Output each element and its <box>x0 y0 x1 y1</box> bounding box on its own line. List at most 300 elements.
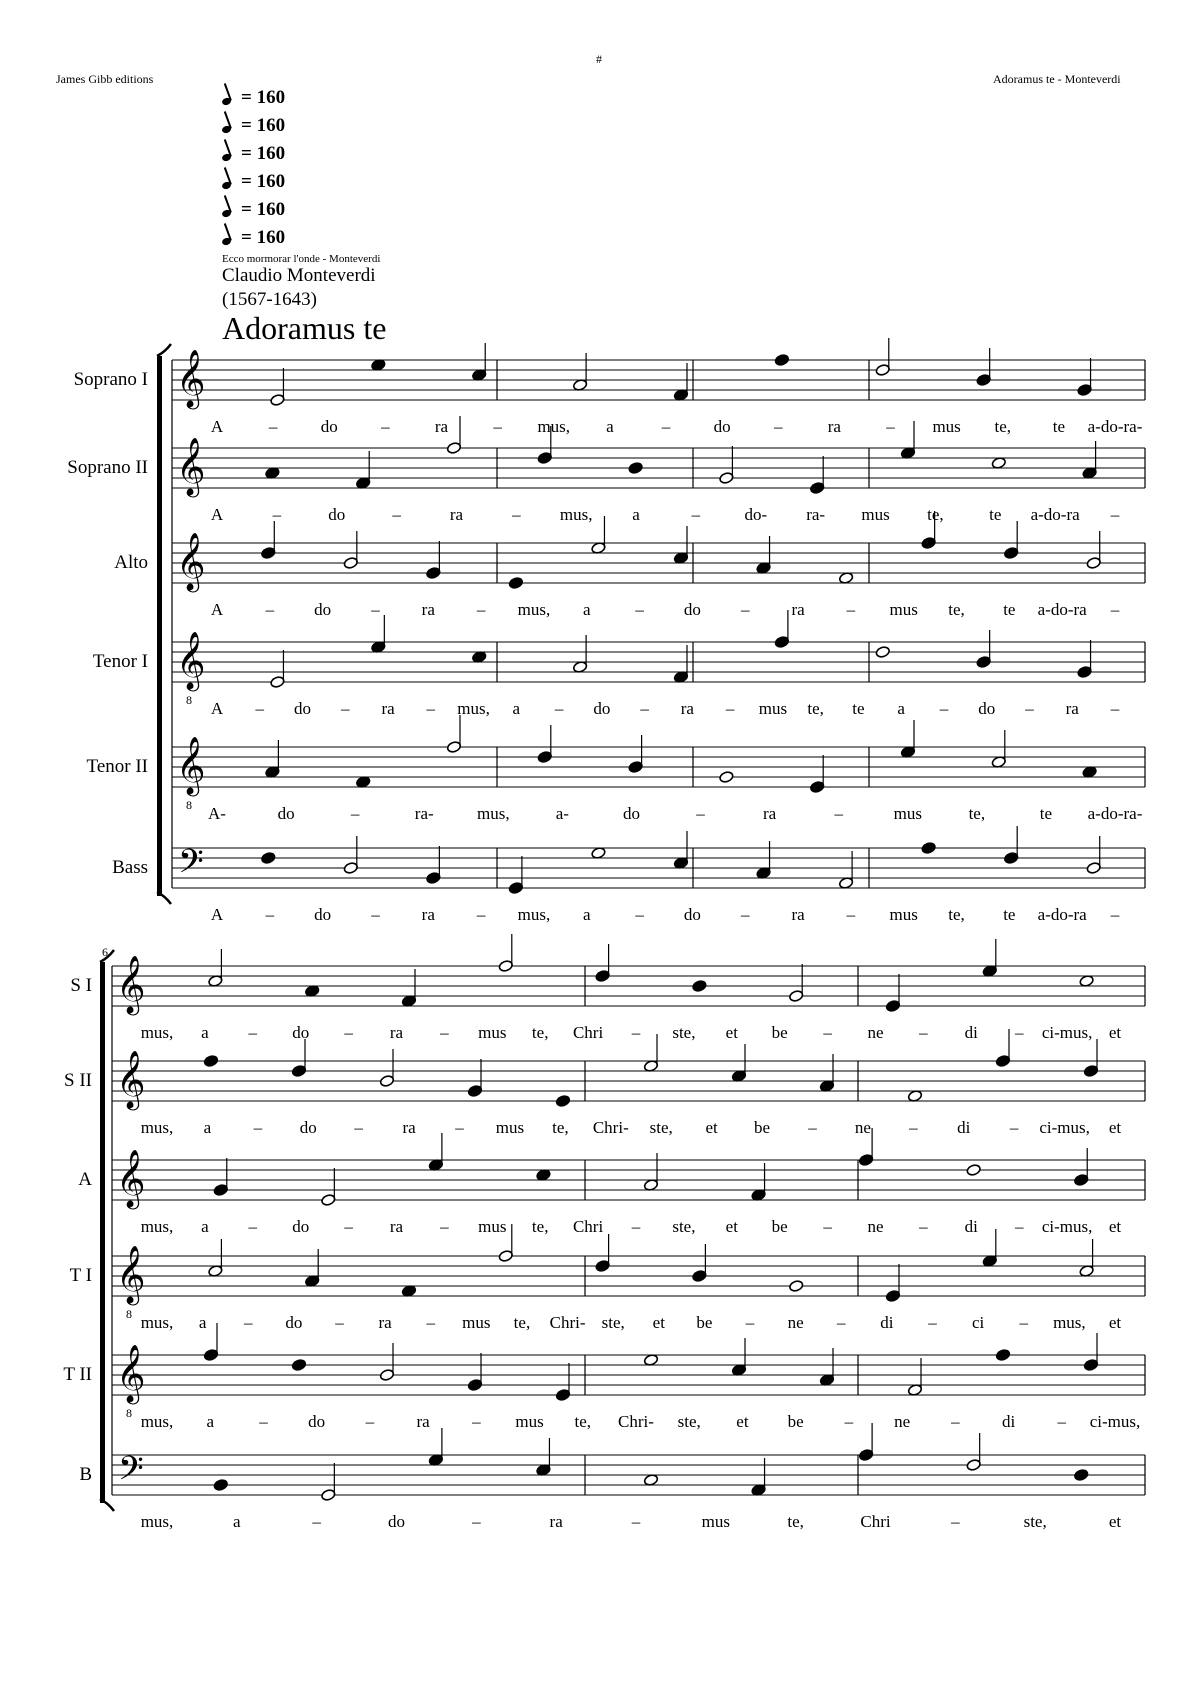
note-head <box>203 1349 218 1362</box>
piece-title: Adoramus te <box>222 310 387 346</box>
lyric-syllable: – <box>344 1217 353 1236</box>
lyric-syllable: et <box>705 1118 718 1137</box>
lyric-syllable: mus, <box>477 804 510 823</box>
lyric-syllable: – <box>381 417 390 436</box>
lyric-syllable: – <box>440 1023 449 1042</box>
staff-b <box>79 1423 1145 1531</box>
lyric-syllable: a <box>582 905 591 924</box>
note-head <box>976 656 991 669</box>
lyric-syllable: – <box>725 699 735 718</box>
lyric-syllable: di <box>1001 1412 1016 1431</box>
lyric-syllable: et <box>1108 1118 1122 1137</box>
lyric-syllable: – <box>1014 1023 1024 1042</box>
lyric-syllable: ra <box>389 1217 404 1236</box>
tempo-text: = 160 <box>241 227 286 248</box>
lyric-syllable: do <box>593 699 611 718</box>
lyric-syllable: mus, <box>517 600 551 619</box>
lyric-syllable: do <box>314 600 332 619</box>
lyric-syllable: a <box>201 1217 209 1236</box>
note-head <box>966 1164 981 1177</box>
staff-name: Bass <box>112 857 148 878</box>
lyric-syllable: do <box>713 417 731 436</box>
lyric-syllable: – <box>696 804 705 823</box>
treble-clef-icon: 𝄞 <box>116 1051 146 1107</box>
lyric-syllable: te <box>1039 804 1053 823</box>
lyric-syllable: – <box>350 804 360 823</box>
lyric-syllable: ci-mus, <box>1039 1118 1090 1137</box>
note-head <box>774 636 789 649</box>
lyric-syllable: – <box>455 1118 464 1137</box>
lyric-syllable: do <box>285 1313 303 1332</box>
lyric-syllable: – <box>554 699 564 718</box>
note-head <box>446 741 461 754</box>
lyric-syllable: a-do-ra- <box>1087 417 1143 436</box>
note-head <box>1004 852 1019 865</box>
lyric-syllable: A <box>210 905 224 924</box>
lyric-syllable: ra <box>378 1313 392 1332</box>
note-head <box>379 1075 394 1088</box>
lyric-syllable: Chri- <box>592 1118 629 1137</box>
lyric-syllable: – <box>837 1313 846 1332</box>
lyric-syllable: – <box>635 905 644 924</box>
octave-eight-mark: 8 <box>186 798 192 812</box>
lyric-syllable: – <box>365 1412 375 1431</box>
lyric-syllable: – <box>846 600 856 619</box>
lyric-syllable: mus, <box>1053 1313 1086 1332</box>
lyric-syllable: mus, <box>140 1512 174 1531</box>
lyric-syllable: ra <box>791 905 805 924</box>
note-head <box>321 1194 336 1207</box>
note-head <box>595 970 610 983</box>
lyric-syllable: ra <box>421 600 435 619</box>
treble-clef-icon: 𝄞 <box>176 737 206 793</box>
lyric-syllable: A <box>210 505 224 524</box>
lyric-syllable: mus, <box>537 417 571 436</box>
staff-name: S II <box>64 1070 92 1091</box>
lyric-syllable: mus <box>495 1118 525 1137</box>
lyric-syllable: mus <box>889 905 918 924</box>
note-head <box>628 761 643 774</box>
staff-alto <box>114 511 1145 619</box>
lyric-syllable: A <box>210 417 224 436</box>
lyric-syllable: te <box>1052 417 1066 436</box>
lyric-syllable: – <box>268 417 278 436</box>
lyric-syllable: a-do-ra <box>1030 505 1080 524</box>
lyric-syllable: te, <box>787 1512 804 1531</box>
bass-clef-icon: 𝄢 <box>118 1450 144 1495</box>
lyric-syllable: a-do-ra <box>1037 905 1087 924</box>
lyric-syllable: et <box>1108 1313 1122 1332</box>
lyric-syllable: a <box>606 417 614 436</box>
lyric-syllable: – <box>1057 1412 1067 1431</box>
lyric-syllable: – <box>661 417 671 436</box>
lyric-syllable: – <box>371 905 380 924</box>
note-head <box>810 482 825 495</box>
staff-t-i <box>70 1224 1145 1332</box>
treble-clef-icon: 𝄞 <box>116 1246 146 1302</box>
note-head <box>261 852 276 865</box>
lyric-syllable: A <box>210 699 224 718</box>
staff-name: Tenor I <box>92 651 148 672</box>
note-head <box>885 1000 900 1013</box>
staff-name: S I <box>70 975 92 996</box>
note-head <box>1004 547 1019 560</box>
lyric-syllable: et <box>652 1313 665 1332</box>
note-head <box>719 472 734 485</box>
lyric-syllable: a- <box>555 804 569 823</box>
lyric-syllable: te <box>989 505 1002 524</box>
note-head <box>966 1459 981 1472</box>
tempo-text: = 160 <box>241 199 286 220</box>
page-mark: # <box>596 52 602 66</box>
note-head <box>692 980 707 993</box>
lyric-syllable: ne <box>867 1217 884 1236</box>
lyric-syllable: mus, <box>140 1118 174 1137</box>
lyric-syllable: – <box>635 600 644 619</box>
note-head <box>875 646 890 659</box>
tempo-text: = 160 <box>241 115 286 136</box>
lyric-syllable: ra <box>549 1512 563 1531</box>
note-head <box>291 1359 306 1372</box>
lyric-syllable: di <box>957 1118 971 1137</box>
lyric-syllable: mus, <box>140 1023 174 1042</box>
lyric-syllable: ste, <box>1023 1512 1047 1531</box>
staff-name: Tenor II <box>86 756 148 777</box>
lyric-syllable: – <box>472 1512 481 1531</box>
lyric-syllable: ra <box>763 804 777 823</box>
lyric-syllable: ci-mus, <box>1041 1217 1093 1236</box>
lyric-syllable: – <box>476 600 486 619</box>
lyric-syllable: ra <box>449 505 464 524</box>
lyric-syllable: ra <box>381 699 395 718</box>
lyric-syllable: – <box>951 1412 960 1431</box>
lyric-syllable: – <box>335 1313 344 1332</box>
lyric-syllable: te, <box>994 417 1012 436</box>
lyric-syllable: – <box>1110 699 1120 718</box>
lyric-syllable: – <box>886 417 895 436</box>
lyric-syllable: et <box>725 1023 738 1042</box>
lyric-syllable: – <box>740 600 750 619</box>
lyric-syllable: – <box>834 804 843 823</box>
note-head <box>508 577 523 590</box>
note-head <box>446 442 461 455</box>
bracket-hook-bottom <box>100 1499 114 1511</box>
lyric-syllable: et <box>1108 1512 1122 1531</box>
lyric-syllable: ra- <box>806 505 826 524</box>
staff-name: Soprano I <box>73 369 148 390</box>
note-head <box>426 872 441 885</box>
note-head <box>555 1389 570 1402</box>
note-head <box>1086 557 1101 570</box>
lyric-syllable: Chri- <box>618 1412 654 1431</box>
lyric-syllable: – <box>691 505 701 524</box>
staff-soprano-i <box>74 338 1145 436</box>
note-head <box>858 1154 873 1167</box>
lyric-syllable: – <box>440 1217 449 1236</box>
note-head <box>270 394 285 407</box>
lyric-syllable: di <box>880 1313 894 1332</box>
note-head <box>321 1489 336 1502</box>
note-head <box>628 462 643 475</box>
lyric-syllable: a <box>582 600 591 619</box>
lyric-syllable: – <box>1110 600 1120 619</box>
lyric-syllable: – <box>472 1412 481 1431</box>
lyric-syllable: ste, <box>677 1412 701 1431</box>
lyric-syllable: te, <box>552 1118 569 1137</box>
lyric-syllable: do <box>308 1412 326 1431</box>
system-bracket <box>100 962 105 1503</box>
staff-tenor-i <box>93 610 1145 718</box>
lyric-syllable: – <box>640 699 649 718</box>
lyric-syllable: – <box>341 699 350 718</box>
staff-s-ii <box>64 1029 1145 1137</box>
lyric-syllable: ne <box>854 1118 871 1137</box>
bracket-hook-top <box>157 344 171 356</box>
measure-number: 6 <box>102 945 108 959</box>
lyric-syllable: – <box>823 1217 832 1236</box>
note-head <box>885 1290 900 1303</box>
lyric-syllable: ra <box>827 417 841 436</box>
note-head <box>789 1280 804 1293</box>
lyric-syllable: mus, <box>457 699 490 718</box>
lyric-syllable: a <box>203 1118 212 1137</box>
lyric-syllable: – <box>312 1512 321 1531</box>
lyric-syllable: ne <box>894 1412 911 1431</box>
lyric-syllable: – <box>493 417 502 436</box>
lyric-syllable: mus, <box>140 1313 174 1332</box>
lyric-syllable: – <box>939 699 949 718</box>
lyric-syllable: a <box>512 699 521 718</box>
lyric-syllable: ste, <box>672 1217 696 1236</box>
lyric-syllable: et <box>736 1412 749 1431</box>
lyric-syllable: – <box>272 505 282 524</box>
lyric-syllable: Chri <box>860 1512 891 1531</box>
lyric-syllable: – <box>354 1118 363 1137</box>
treble-clef-icon: 𝄞 <box>116 1345 146 1401</box>
lyric-syllable: – <box>844 1412 854 1431</box>
octave-eight-mark: 8 <box>126 1406 132 1420</box>
staff-name: T I <box>69 1265 92 1286</box>
lyric-syllable: – <box>823 1023 832 1042</box>
tempo-text: = 160 <box>241 143 286 164</box>
lyric-syllable: do <box>328 505 346 524</box>
lyric-syllable: be <box>787 1412 804 1431</box>
lyric-syllable: mus <box>462 1313 491 1332</box>
lyric-syllable: do <box>277 804 295 823</box>
note-head <box>921 842 936 855</box>
lyric-syllable: ci-mus, <box>1089 1412 1141 1431</box>
staff-name: Alto <box>114 552 148 573</box>
note-head <box>343 557 358 570</box>
tempo-text: = 160 <box>241 171 286 192</box>
lyric-syllable: a <box>233 1512 241 1531</box>
composer-name: Claudio Monteverdi <box>222 265 376 286</box>
lyric-syllable: ci <box>972 1313 985 1332</box>
lyric-syllable: ra <box>389 1023 404 1042</box>
lyric-syllable: a <box>632 505 640 524</box>
note-head <box>1077 666 1092 679</box>
lyric-syllable: A- <box>208 804 226 823</box>
treble-clef-icon: 𝄞 <box>116 1150 146 1206</box>
note-head <box>508 882 523 895</box>
lyric-syllable: a <box>897 699 905 718</box>
note-head <box>426 567 441 580</box>
lyric-syllable: – <box>1019 1313 1029 1332</box>
note-head <box>995 1055 1010 1068</box>
lyric-syllable: – <box>1009 1118 1019 1137</box>
treble-clef-icon: 𝄞 <box>176 438 206 494</box>
lyric-syllable: – <box>253 1118 263 1137</box>
lyric-syllable: te, <box>513 1313 531 1332</box>
lyric-syllable: do <box>294 699 312 718</box>
note-head <box>270 676 285 689</box>
lyric-syllable: ne <box>787 1313 804 1332</box>
note-head <box>537 751 552 764</box>
staff-bass <box>112 826 1145 924</box>
note-head <box>498 1250 513 1263</box>
lyric-syllable: – <box>371 600 380 619</box>
note-head <box>1083 1065 1098 1078</box>
lyric-syllable: te, <box>927 505 944 524</box>
lyric-syllable: – <box>631 1023 641 1042</box>
note-head <box>291 1065 306 1078</box>
lyric-syllable: te <box>1003 600 1016 619</box>
lyric-syllable: ra <box>434 417 449 436</box>
lyric-syllable: di <box>964 1217 978 1236</box>
lyric-syllable: – <box>255 699 265 718</box>
system-bracket <box>157 356 162 896</box>
lyric-syllable: do <box>292 1217 310 1236</box>
note-head <box>467 1379 482 1392</box>
lyric-syllable: – <box>740 905 750 924</box>
lyric-syllable: te, <box>948 905 965 924</box>
note-head <box>203 1055 218 1068</box>
lyric-syllable: te, <box>574 1412 592 1431</box>
lyric-syllable: mus <box>893 804 922 823</box>
lyric-syllable: te <box>852 699 865 718</box>
lyric-syllable: – <box>919 1023 928 1042</box>
lyric-syllable: a <box>198 1313 207 1332</box>
header-left: James Gibb editions <box>56 72 154 86</box>
header-right: Adoramus te - Monteverdi <box>993 72 1121 86</box>
lyric-syllable: ra <box>680 699 694 718</box>
note-head <box>1074 1174 1089 1187</box>
lyric-syllable: ste, <box>601 1313 625 1332</box>
system-2 <box>63 934 1145 1531</box>
lyric-syllable: Chri <box>572 1217 604 1236</box>
note-head <box>692 1270 707 1283</box>
lyric-syllable: te, <box>531 1023 549 1042</box>
lyric-syllable: – <box>1025 699 1034 718</box>
lyric-syllable: te, <box>807 699 824 718</box>
lyric-syllable: mus <box>932 417 961 436</box>
lyric-syllable: – <box>259 1412 268 1431</box>
staff-name: Soprano II <box>67 457 148 478</box>
note-head <box>467 1085 482 1098</box>
lyric-syllable: a <box>201 1023 209 1042</box>
tempo-text: = 160 <box>241 87 286 108</box>
lyric-syllable: ci-mus, <box>1041 1023 1093 1042</box>
lyric-syllable: mus <box>478 1217 507 1236</box>
note-head <box>875 364 890 377</box>
lyric-syllable: – <box>808 1118 817 1137</box>
lyric-syllable: te, <box>531 1217 549 1236</box>
note-head <box>537 452 552 465</box>
lyric-syllable: do <box>683 600 701 619</box>
lyric-syllable: – <box>512 505 521 524</box>
lyric-syllable: – <box>909 1118 918 1137</box>
lyric-syllable: – <box>265 600 275 619</box>
note-head <box>774 354 789 367</box>
lyric-syllable: – <box>344 1023 353 1042</box>
lyric-syllable: – <box>745 1313 755 1332</box>
lyric-syllable: te, <box>968 804 986 823</box>
lyric-syllable: do <box>299 1118 317 1137</box>
lyric-syllable: mus <box>478 1023 507 1042</box>
lyric-syllable: – <box>774 417 783 436</box>
treble-clef-icon: 𝄞 <box>176 632 206 688</box>
lyric-syllable: a-do-ra- <box>1087 804 1143 823</box>
note-head <box>343 862 358 875</box>
lyric-syllable: ra <box>416 1412 430 1431</box>
note-head <box>995 1349 1010 1362</box>
system-1 <box>67 338 1145 924</box>
octave-eight-mark: 8 <box>126 1307 132 1321</box>
lyric-syllable: a <box>206 1412 214 1431</box>
note-head <box>1083 1359 1098 1372</box>
note-head <box>858 1449 873 1462</box>
staff-name: B <box>79 1464 92 1485</box>
lyric-syllable: A <box>210 600 224 619</box>
lyric-syllable: do <box>320 417 338 436</box>
lyric-syllable: Chri- <box>549 1313 586 1332</box>
note-head <box>213 1184 228 1197</box>
lyric-syllable: mus <box>861 505 890 524</box>
lyric-syllable: – <box>248 1217 258 1236</box>
lyric-syllable: do <box>622 804 640 823</box>
lyric-syllable: – <box>1014 1217 1024 1236</box>
lyric-syllable: ra <box>791 600 805 619</box>
note-head <box>498 960 513 973</box>
lyric-syllable: – <box>1110 505 1120 524</box>
lyric-syllable: mus, <box>517 905 551 924</box>
lyric-syllable: di <box>964 1023 978 1042</box>
note-head <box>379 1369 394 1382</box>
lyric-syllable: mus <box>889 600 918 619</box>
lyric-syllable: a-do-ra <box>1037 600 1087 619</box>
lyric-syllable: mus <box>515 1412 544 1431</box>
treble-clef-icon: 𝄞 <box>176 350 206 406</box>
note-head <box>921 537 936 550</box>
note-head <box>261 547 276 560</box>
lyric-syllable: – <box>476 905 486 924</box>
note-head <box>810 781 825 794</box>
lyric-syllable: – <box>631 1512 641 1531</box>
lyric-syllable: ra <box>1065 699 1079 718</box>
lyric-syllable: – <box>426 699 436 718</box>
lyric-syllable: – <box>265 905 275 924</box>
lyric-syllable: do <box>292 1023 310 1042</box>
lyric-syllable: – <box>631 1217 641 1236</box>
staff-a <box>78 1128 1145 1236</box>
bracket-hook-bottom <box>157 892 171 904</box>
lyric-syllable: do <box>388 1512 405 1531</box>
note-head <box>976 374 991 387</box>
piece-subtitle: Ecco mormorar l'onde - Monteverdi <box>222 253 381 265</box>
lyric-syllable: mus, <box>140 1412 174 1431</box>
bass-clef-icon: 𝄢 <box>178 843 204 888</box>
staff-t-ii <box>63 1323 1145 1431</box>
